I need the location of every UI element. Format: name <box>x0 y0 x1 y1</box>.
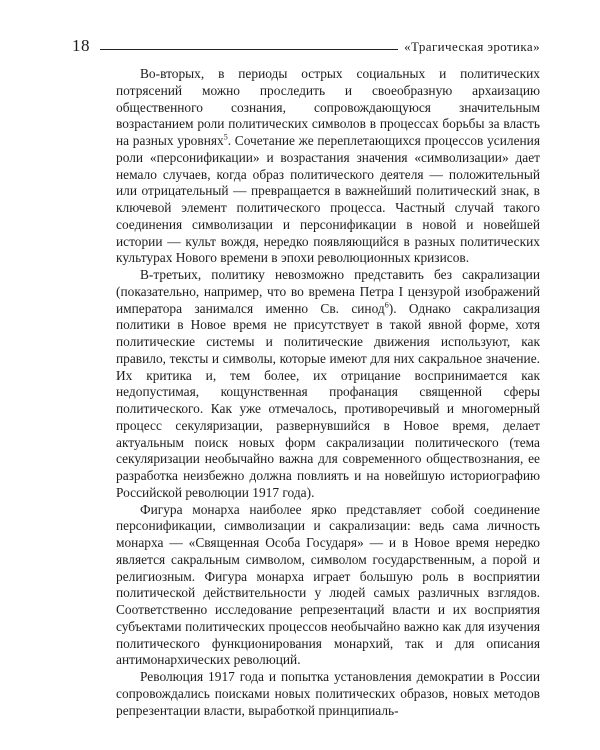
body-text <box>116 66 540 719</box>
paragraph-3-text: Фигура монарха наиболее ярко представляет собой соединение персонификации, символизации и сакрализации: ведь сама личность монарха — «Священная Особа Государя» — и в Новое время нередко является сакральным символом, символом государственным, а порой и религиозным. Фигура монарха играет большую роль в восприятии политической действительности у людей самых различных взглядов. Соответственно исследование репрезентаций власти и их восприятия субъектами политических процессов необычайно важно как для изучения политического функционирования монархий, так и для описания антимонархических революций. <box>116 501 540 668</box>
page-header <box>72 32 540 54</box>
paragraph-2-text-cont: ). Однако сакрализация политики в Новое время не присутствует в такой явной форме, хотя политические системы и политические движения используют, как правило, тексты и символы, которые имеют для них сакральное значение. Их критика и, тем более, их отрицание воспринимается как недопустимая, кощунственная профанация священной сферы политического. Как уже отмечалось, противоречивый и многомерный процесс секуляризации, развернувшийся в Новое время, делает актуальным поиск новых форм сакрализации политического (тема секуляризации необычайно важна для современного обществознания, ее разработка неизбежно должна повлиять и на новейшую историографию Российской революции 1917 года). <box>116 300 540 500</box>
running-title: «Трагическая эротика» <box>404 39 540 54</box>
footnote-ref-5: 5 <box>223 132 228 142</box>
paragraph-2 <box>116 267 540 502</box>
paragraph-4 <box>116 669 540 719</box>
header-rule <box>100 49 398 50</box>
footnote-ref-6: 6 <box>384 300 389 310</box>
paragraph-1-text: Во-вторых, в периоды острых социальных и политических потрясений можно проследить и своеобразную архаизацию общественного сознания, сопровождающуюся значительным возрастанием роли политических символов в процессах борьбы за власть на разных уровнях <box>116 66 540 148</box>
paragraph-1 <box>116 66 540 267</box>
paragraph-1-text-cont: . Сочетание же переплетающихся процессов усиления роли «персонификации» и возрастания значения «символизации» дает немало случаев, когда образ политического деятеля — положительный или отрицательный — превращается в важнейший политический знак, в ключевой элемент политического процесса. Частный случай такого соединения символизации и персонификации в новой и новейшей истории — культ вождя, нередко появляющийся в разных политических культурах Нового времени в эпохи революционных кризисов. <box>116 133 541 266</box>
paragraph-4-text: Революция 1917 года и попытка установления демократии в России сопровождались поисками новых политических образов, новых методов репрезентации власти, выработкой принципиаль- <box>116 669 540 718</box>
page-number: 18 <box>72 36 90 55</box>
paragraph-2-text: В-третьих, политику невозможно представить без сакрализации (показательно, например, что во времена Петра I цензурой изображений императора занимался именно Св. синод <box>116 267 540 316</box>
paragraph-3 <box>116 502 540 670</box>
